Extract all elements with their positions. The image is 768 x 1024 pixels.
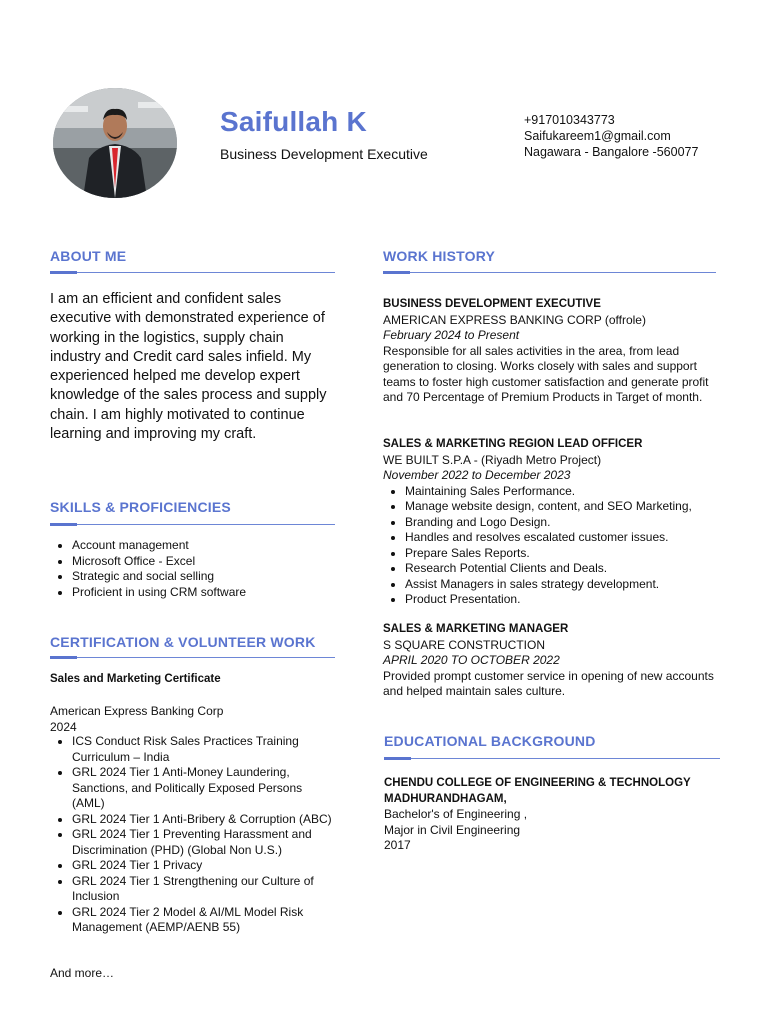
certificate-year: 2024 [50, 719, 77, 734]
graduation-year: 2017 [384, 838, 411, 852]
certification-heading: CERTIFICATION & VOLUNTEER WORK [50, 634, 316, 650]
education-entry [384, 776, 714, 854]
job-duty: • Branding and Logo Design. [405, 515, 718, 531]
job-duty: • Research Potential Clients and Deals. [405, 561, 718, 577]
job-entry [383, 297, 718, 406]
certificate-item: • ICS Conduct Risk Sales Practices Training Curriculum – India [72, 734, 337, 765]
job-dates: APRIL 2020 TO OCTOBER 2022 [383, 653, 560, 667]
job-company: WE BUILT S.P.A - (Riyadh Metro Project) [383, 452, 602, 467]
job-dates: February 2024 to Present [383, 328, 520, 342]
about-divider [50, 272, 335, 273]
job-duty: • Manage website design, content, and SEO Marketing, [405, 499, 718, 515]
certificate-list [52, 734, 337, 936]
degree: Bachelor's of Engineering , [384, 807, 528, 821]
job-duty: • Prepare Sales Reports. [405, 546, 718, 562]
job-duties-list [383, 484, 718, 608]
skill-item: • Account management [72, 538, 246, 554]
certificate-item: • GRL 2024 Tier 1 Preventing Harassment and Discrimination (PHD) (Global Non U.S.) [72, 827, 337, 858]
skills-list [52, 538, 246, 600]
phone-number: +917010343773 [524, 113, 615, 127]
address: Nagawara - Bangalore -560077 [524, 145, 699, 159]
job-description: Responsible for all sales activities in the area, from lead generation to closing. Works closely with sales and support teams to foster high customer satisfaction and generate profit and 70 Percentage of Premium Products in Target of month. [383, 343, 709, 404]
certificate-org-block [50, 704, 223, 735]
certificate-item: • GRL 2024 Tier 1 Anti-Bribery & Corruption (ABC) [72, 812, 337, 828]
job-duty: • Maintaining Sales Performance. [405, 484, 718, 500]
certification-divider [50, 657, 335, 658]
certificate-title: Sales and Marketing Certificate [50, 673, 221, 685]
job-title: Business Development Executive [220, 146, 428, 162]
work-divider [383, 272, 716, 273]
more-text: And more… [50, 966, 115, 980]
job-duty: • Assist Managers in sales strategy development. [405, 577, 718, 593]
school-name: CHENDU COLLEGE OF ENGINEERING & TECHNOLOGY [384, 777, 691, 789]
job-role: SALES & MARKETING REGION LEAD OFFICER [383, 438, 643, 450]
job-entry [383, 437, 718, 608]
skills-heading: SKILLS & PROFICIENCIES [50, 499, 231, 515]
about-text: I am an efficient and confident sales executive with demonstrated experience of working in the logistics, supply chain industry and Credit card sales infield. My experienced helped me develop expert knowledge of the sales process and supply chain. I am highly motivated to continue learning and improving my craft. [50, 291, 327, 443]
education-heading: EDUCATIONAL BACKGROUND [384, 733, 596, 749]
major: Major in Civil Engineering [384, 822, 521, 837]
certificate-item: • GRL 2024 Tier 1 Strengthening our Culture of Inclusion [72, 874, 337, 905]
about-heading: ABOUT ME [50, 248, 127, 264]
certificate-item: • GRL 2024 Tier 2 Model & AI/ML Model Risk Management (AEMP/AENB 55) [72, 905, 337, 936]
job-company: AMERICAN EXPRESS BANKING CORP (offrole) [383, 312, 646, 327]
person-photo-icon [53, 88, 177, 198]
job-role: SALES & MARKETING MANAGER [383, 623, 569, 635]
job-entry [383, 622, 718, 700]
skill-item: • Proficient in using CRM software [72, 585, 246, 601]
job-role: BUSINESS DEVELOPMENT EXECUTIVE [383, 298, 601, 310]
job-description: Provided prompt customer service in opening of new accounts and helped maintain sales culture. [383, 668, 714, 698]
work-heading: WORK HISTORY [383, 248, 496, 264]
job-dates: November 2022 to December 2023 [383, 468, 571, 482]
skills-divider [50, 524, 335, 525]
contact-block [524, 112, 698, 160]
certificate-item: • GRL 2024 Tier 1 Anti-Money Laundering, Sanctions, and Politically Exposed Persons (AML) [72, 765, 337, 812]
profile-photo [53, 88, 177, 198]
job-duty: • Handles and resolves escalated customer issues. [405, 530, 718, 546]
education-divider [384, 758, 720, 759]
job-duty: • Product Presentation. [405, 592, 718, 608]
job-company: S SQUARE CONSTRUCTION [383, 637, 546, 652]
certificate-item: • GRL 2024 Tier 1 Privacy [72, 858, 337, 874]
school-location: MADHURANDHAGAM, [384, 792, 507, 805]
certificate-org: American Express Banking Corp [50, 704, 224, 718]
candidate-name: Saifullah K [220, 106, 367, 137]
email-address: Saifukareem1@gmail.com [524, 129, 671, 143]
skill-item: • Microsoft Office - Excel [72, 554, 246, 570]
skill-item: • Strategic and social selling [72, 569, 246, 585]
